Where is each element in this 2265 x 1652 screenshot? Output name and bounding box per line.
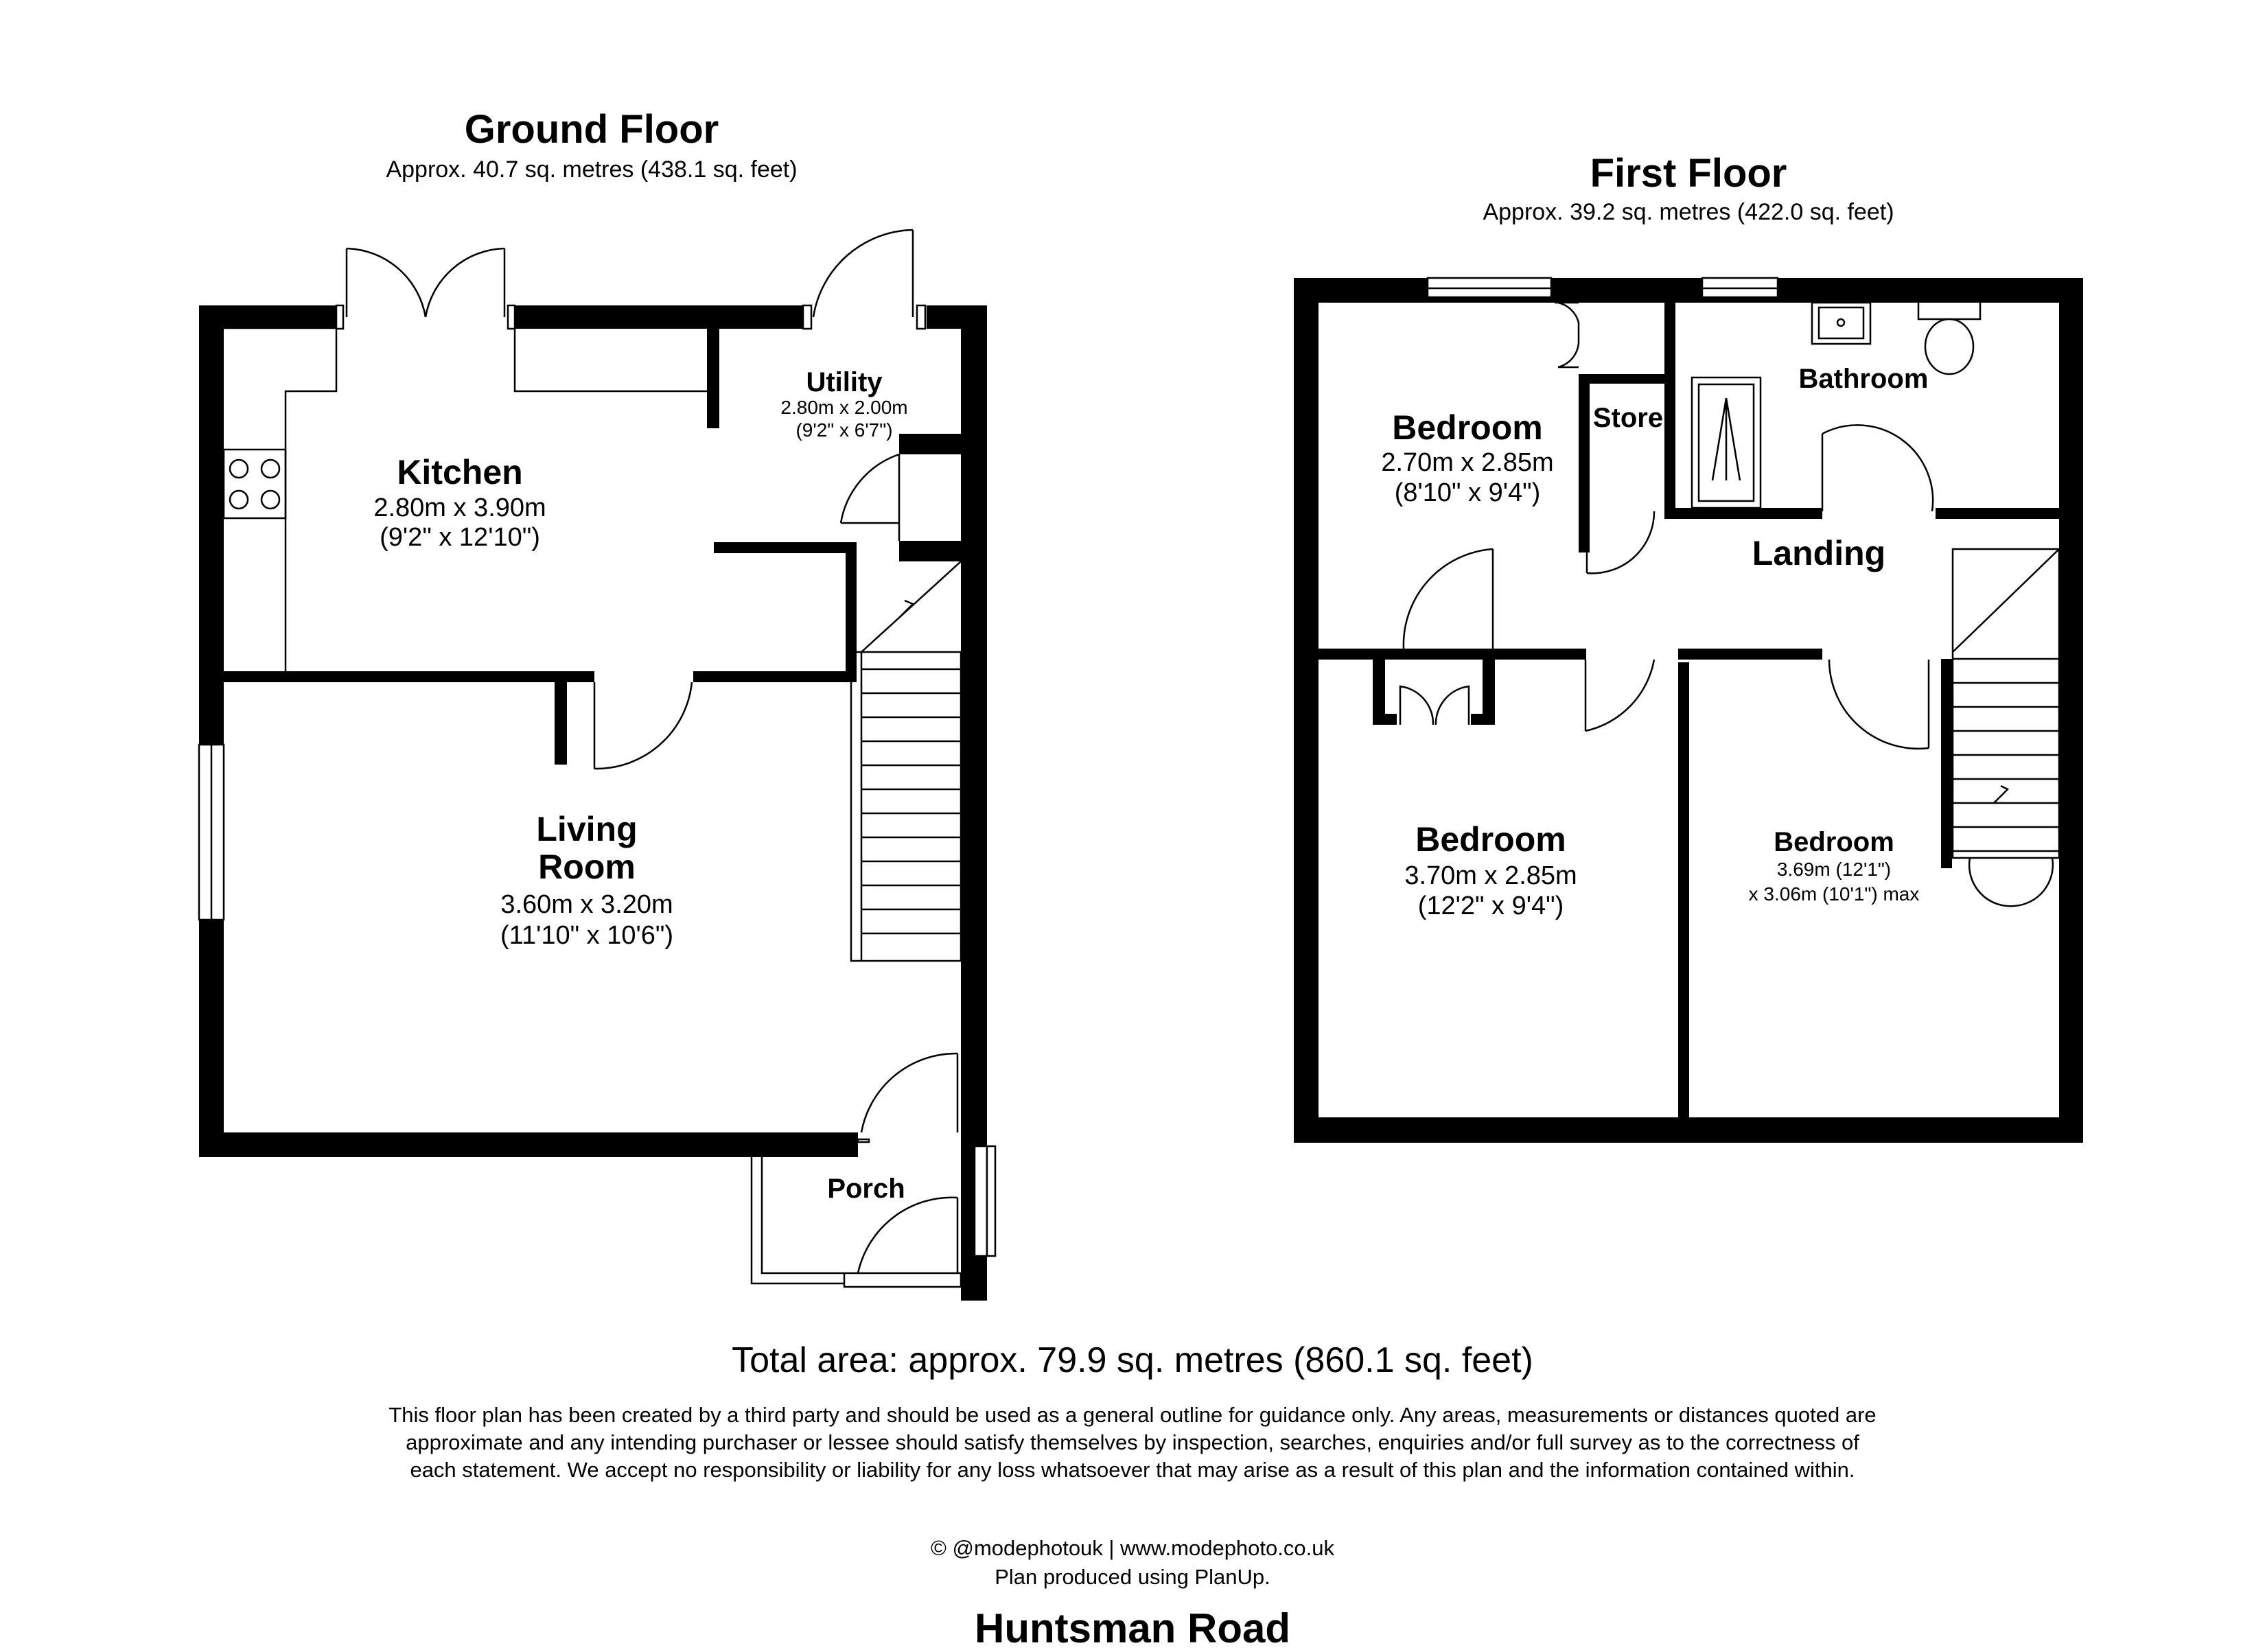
living-room-label-line-1: Living [536,810,638,848]
landing-label: Landing [1752,534,1886,572]
first-floor-walls [1294,278,2083,1143]
store-label: Store [1592,403,1664,433]
bathroom-label: Bathroom [1798,364,1929,394]
property-address: Huntsman Road [974,1605,1291,1651]
hob-ring-icon [230,491,248,509]
utility-cupboard-door [841,454,899,541]
bedroom-3-dimensions-line-2: x 3.06m (10'1") max [1748,883,1920,905]
hob-ring-icon [230,460,248,478]
kitchen-french-doors [336,248,515,329]
bedroom-1-wardrobe [1555,303,1579,367]
bathroom-fittings [1692,288,1980,508]
bedroom-2-dimensions-imperial: (12'2" x 9'4") [1417,892,1564,920]
utility-label: Utility [806,367,883,397]
porch-structure [752,1054,995,1287]
ground-floor-title: Ground Floor [464,107,719,152]
hob-ring-icon [262,460,279,478]
utility-back-door [803,230,925,329]
ground-floor-area: Approx. 40.7 sq. metres (438.1 sq. feet) [386,156,798,183]
kitchen-dimensions-imperial: (9'2" x 12'10") [380,523,540,552]
living-room-label-line-2: Room [538,848,636,886]
bedroom-3-label: Bedroom [1774,827,1894,857]
hob-ring-icon [262,491,279,509]
credit-line-2: Plan produced using PlanUp. [995,1565,1270,1589]
credit-line-1: © @modephotouk | www.modephoto.co.uk [931,1536,1334,1560]
bedroom-3-dimensions-line-1: 3.69m (12'1") [1776,859,1892,880]
total-area: Total area: approx. 79.9 sq. metres (860.1 sq. feet) [732,1340,1533,1380]
kitchen-dimensions-metric: 2.80m x 3.90m [373,493,546,522]
living-room-door [594,682,692,769]
bedroom-1-label: Bedroom [1392,408,1543,447]
living-room-dimensions-metric: 3.60m x 3.20m [500,890,673,919]
utility-dimensions-imperial: (9'2" x 6'7") [795,419,893,441]
first-floor-area: Approx. 39.2 sq. metres (422.0 sq. feet) [1483,199,1894,225]
living-room-dimensions-imperial: (11'10" x 10'6") [500,921,674,950]
disclaimer-text: This floor plan has been created by a third party and should be used as a general outline for guidance only. Any areas, measurements or distances quoted are approximate and any intending purchaser or lessee should satisfy themselves by inspection, searches, enquiries and/or full survey as to the correctness of each statement. We accept no responsibility or liability for any loss whatsoever that may arise as a result of this plan and the information contained within. [388,1403,1877,1482]
bedroom-2-label: Bedroom [1415,820,1566,859]
ground-floor-labels [373,107,907,1204]
first-floor-plan [1294,278,2083,1143]
kitchen-label: Kitchen [397,453,523,491]
ground-floor-stairs [851,561,961,961]
first-floor-stairs [1953,549,2059,858]
bedroom-1-dimensions-imperial: (8'10" x 9'4") [1394,478,1541,507]
bedroom-1-dimensions-metric: 2.70m x 2.85m [1381,448,1554,477]
first-floor-labels [1381,151,1928,920]
first-floor-title: First Floor [1590,151,1787,196]
utility-dimensions-metric: 2.80m x 2.00m [780,397,908,418]
bedroom-2-dimensions-metric: 3.70m x 2.85m [1404,861,1577,890]
ground-floor-walls [199,305,987,1301]
porch-label: Porch [827,1174,905,1204]
